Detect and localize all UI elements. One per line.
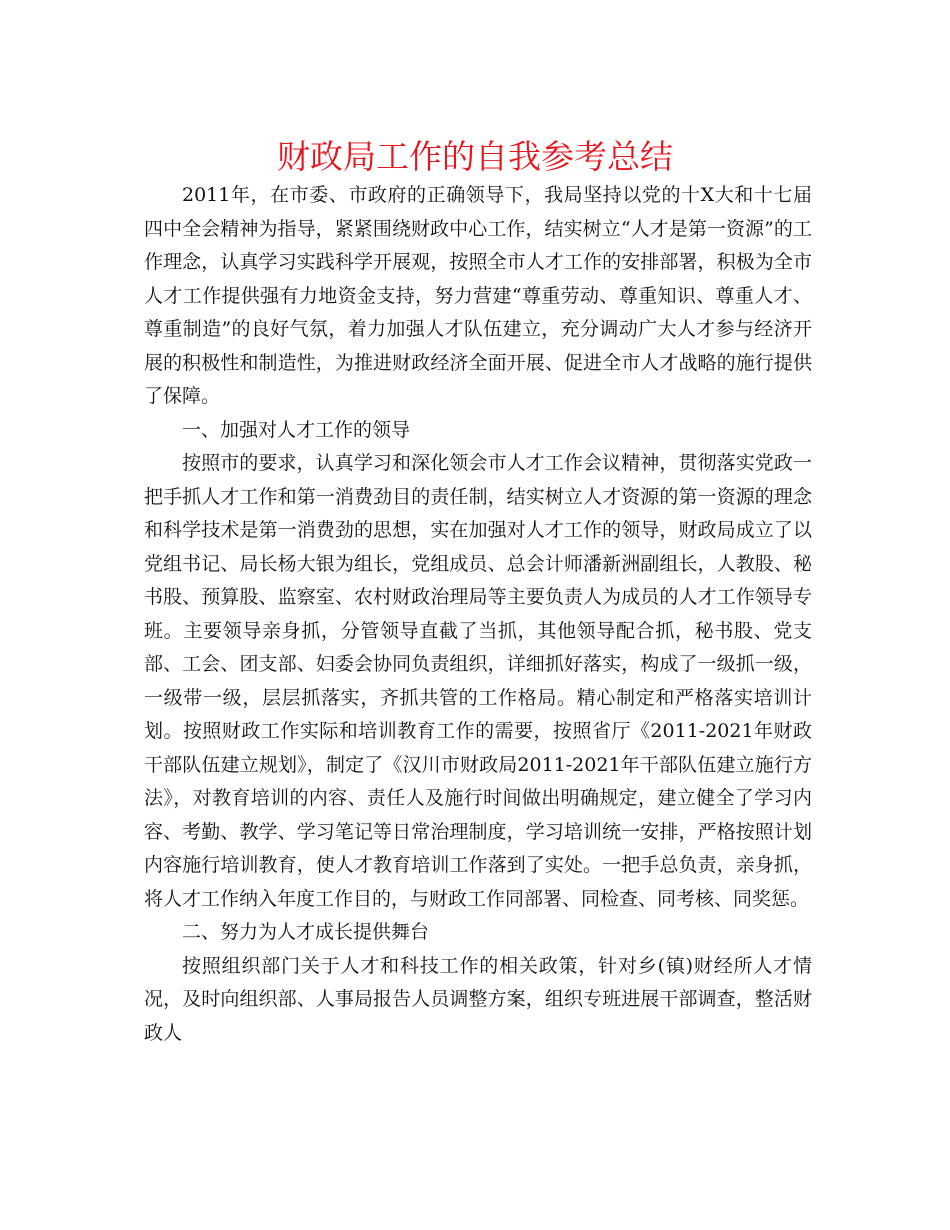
section-heading-1: 一、加强对人才工作的领导 (182, 418, 411, 441)
paragraph-section-1: 按照市的要求，认真学习和深化领会市人才工作会议精神，贯彻落实党政一把手抓人才工作和第一消费劲目的责任制，结实树立人才资源的第一资源的理念和科学技术是第一消费劲的思想，实在加强对人才工作的领导，财政局成立了以党组书记、局长杨大银为组长，党组成员、总会计师潘新洲副组长，人教股、秘书股、预算股、监察室、农村财政治理局等主要负责人为成员的人才工作领导专班。主要领导亲身抓，分管领导直截了当抓，其他领导配合抓，秘书股、党支部、工会、团支部、妇委会协同负责组织，详细抓好落实，构成了一级抓一级，一级带一级，层层抓落实，齐抓共管的工作格局。精心制定和严格落实培训计划。按照财政工作实际和培训教育工作的需要，按照省厅《2011-2021年财政干部队伍建立规划》，制定了《汉川市财政局2011-2021年干部队伍建立施行方法》，对教育培训的内容、责任人及施行时间做出明确规定，建立健全了学习内容、考勤、教学、学习笔记等日常治理制度，学习培训统一安排，严格按照计划内容施行培训教育，使人才教育培训工作落到了实处。一把手总负责，亲身抓，将人才工作纳入年度工作目的，与财政工作同部署、同检查、同考核、同奖惩。 (144, 452, 812, 910)
paragraph-intro: 2011年，在市委、市政府的正确领导下，我局坚持以党的十X大和十七届四中全会精神为指导，紧紧围绕财政中心工作，结实树立“人才是第一资源”的工作理念，认真学习实践科学开展观，按照全市人才工作的安排部署，积极为全市人才工作提供强有力地资金支持，努力营建“尊重劳动、尊重知识、尊重人才、尊重制造”的良好气氛，着力加强人才队伍建立，充分调动广大人才参与经济开展的积极性和制造性，为推进财政经济全面开展、促进全市人才战略的施行提供了保障。 (144, 184, 812, 407)
document-body (144, 179, 812, 1050)
document-title: 财政局工作的自我参考总结 (277, 137, 673, 176)
paragraph-section-2: 按照组织部门关于人才和科技工作的相关政策，针对乡(镇)财经所人才情况，及时向组织部、人事局报告人员调整方案，组织专班进展干部调查，整活财政人 (144, 954, 812, 1044)
section-heading-2: 二、努力为人才成长提供舞台 (182, 921, 430, 943)
